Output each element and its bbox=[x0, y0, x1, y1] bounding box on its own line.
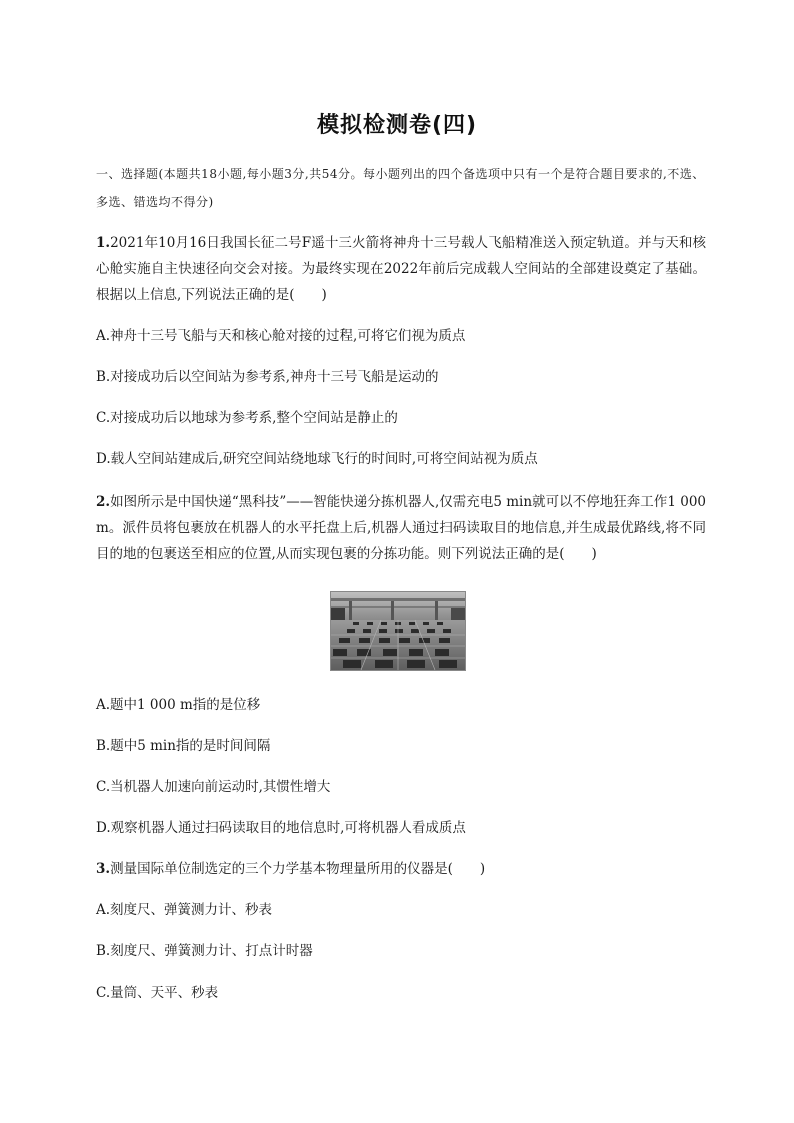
question-2-option-b: B.题中5 min指的是时间间隔 bbox=[96, 738, 271, 754]
question-text: 2021年10月16日我国长征二号F遥十三火箭将神舟十三号载人飞船精准送入预定轨道。并与天和核心舱实施自主快速径向交会对接。为最终实现在2022年前后完成载人空间站的全部建设奠定了基础。根据以上信息,下列说法正确的是( ) bbox=[96, 235, 706, 303]
question-1-option-b: B.对接成功后以空间站为参考系,神舟十三号飞船是运动的 bbox=[96, 369, 439, 385]
question-3-option-b: B.刻度尺、弹簧测力计、打点计时器 bbox=[96, 943, 313, 959]
question-2-option-c: C.当机器人加速向前运动时,其惯性增大 bbox=[96, 779, 331, 795]
question-2-option-a: A.题中1 000 m指的是位移 bbox=[96, 697, 261, 713]
question-text: 如图所示是中国快递“黑科技”——智能快递分拣机器人,仅需充电5 min就可以不停地狂奔工作1 000 m。派件员将包裹放在机器人的水平托盘上后,机器人通过扫码读取目的地信息,并生成最优路线,将不同目的地的包裹送至相应的位置,从而实现包裹的分拣功能。则下列说法正确的是( ) bbox=[96, 494, 706, 562]
question-1-option-d: D.载人空间站建成后,研究空间站绕地球飞行的时间时,可将空间站视为质点 bbox=[96, 451, 538, 467]
question-number: 1. bbox=[96, 235, 111, 251]
question-text: 测量国际单位制选定的三个力学基本物理量所用的仪器是( ) bbox=[110, 861, 486, 877]
question-3-option-c: C.量筒、天平、秒表 bbox=[96, 985, 219, 1001]
question-1-option-a: A.神舟十三号飞船与天和核心舱对接的过程,可将它们视为质点 bbox=[96, 328, 466, 344]
question-1-stem bbox=[96, 230, 706, 308]
section-heading: 一、选择题(本题共18小题,每小题3分,共54分。每小题列出的四个备选项中只有一个是符合题目要求的,不选、多选、错选均不得分) bbox=[96, 167, 705, 209]
page-title: 模拟检测卷(四) bbox=[316, 113, 478, 138]
question-1-option-c: C.对接成功后以地球为参考系,整个空间站是静止的 bbox=[96, 410, 398, 426]
question-3-option-a: A.刻度尺、弹簧测力计、秒表 bbox=[96, 902, 273, 918]
question-2-stem bbox=[96, 489, 706, 567]
question-3-stem bbox=[96, 856, 706, 882]
question-2-option-d: D.观察机器人通过扫码读取目的地信息时,可将机器人看成质点 bbox=[96, 820, 466, 836]
question-number: 2. bbox=[96, 494, 111, 510]
question-number: 3. bbox=[96, 861, 111, 877]
sorting-robots-photo bbox=[330, 591, 466, 671]
